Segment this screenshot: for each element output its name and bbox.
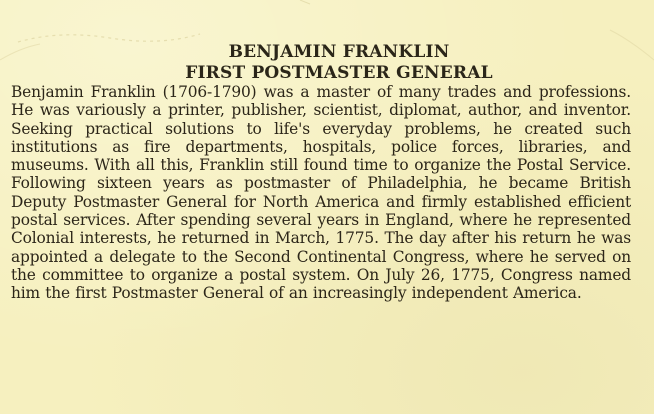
document-subtitle: FIRST POSTMASTER GENERAL — [185, 63, 493, 83]
biography-paragraph: Benjamin Franklin (1706-1790) was a master of many trades and professions. He was variously a printer, publisher, scientist, diplomat, author, and inventor. Seeking practical solutions to life's everyday problems, he created such institutions as fire departments, hospitals, police forces, libraries, and museums. With all this, Franklin still found time to organize the Postal Service. Following sixteen years as postmaster of Philadelphia, he became British Deputy Postmaster General for North America and firmly established efficient postal services. After spending several years in England, where he represented Colonial interests, he returned in March, 1775. The day after his return he was appointed a delegate to the Second Continental Congress, where he served on the committee to organize a postal system. On July 26, 1775, Congress named him the first Postmaster General of an increasingly independent America. — [11, 83, 631, 303]
document-title: BENJAMIN FRANKLIN — [228, 42, 450, 62]
